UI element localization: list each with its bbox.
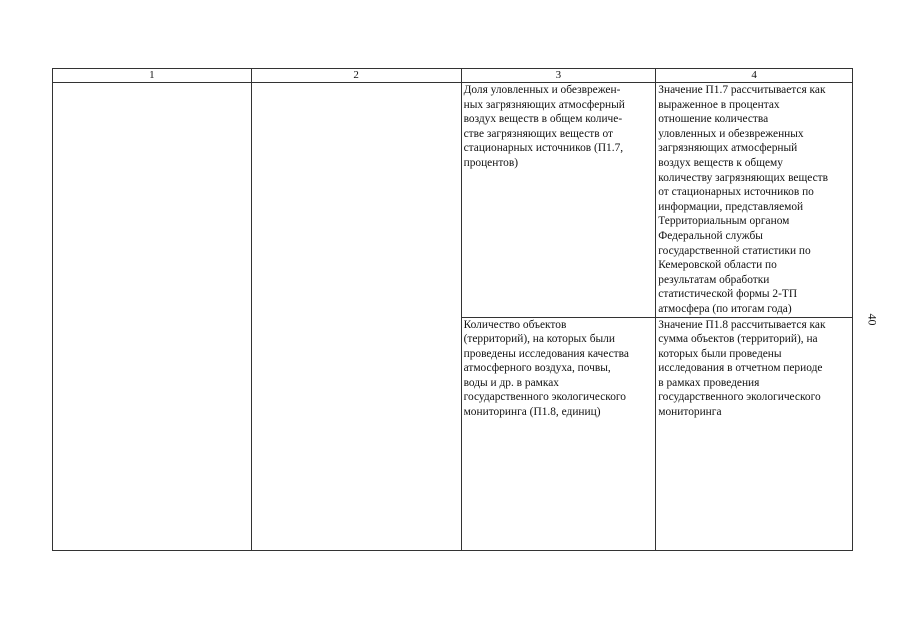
table-cell-col1: [53, 83, 252, 551]
table-row: [53, 83, 853, 318]
column-number-1: 1: [53, 69, 252, 83]
indicator-p1-7-method: Значение П1.7 рассчитывается как выраженное в процентах отношение количества уловленных и обезвреженных загрязняющих атмосферный воздух веществ к общему количеству загрязняющих веществ от стационарных источников по информации, представляемой Территориальным органом Федеральной службы государственной статистики по Кемеровской области по результатам обработки статистической формы 2-ТП атмосфера (по итогам года): [656, 83, 853, 318]
column-number-4: 4: [656, 69, 853, 83]
column-number-3: 3: [461, 69, 656, 83]
column-number-2: 2: [251, 69, 461, 83]
indicator-p1-8-name: Количество объектов (территорий), на которых были проведены исследования качества атмосферного воздуха, почвы, воды и др. в рамках государственного экологического мониторинга (П1.8, единиц): [461, 317, 656, 551]
indicator-p1-7-name: Доля уловленных и обезврежен- ных загрязняющих атмосферный воздух веществ в общем количе- стве загрязняющих веществ от стационарных источников (П1.7, процентов): [461, 83, 656, 318]
page-number: 40: [865, 313, 880, 326]
table-header-row: [53, 69, 853, 83]
indicator-p1-8-method: Значение П1.8 рассчитывается как сумма объектов (территорий), на которых были проведены исследования в отчетном периоде в рамках проведения государственного экологического мониторинга: [656, 317, 853, 551]
table-cell-col2: [251, 83, 461, 551]
indicator-table: [52, 68, 853, 551]
